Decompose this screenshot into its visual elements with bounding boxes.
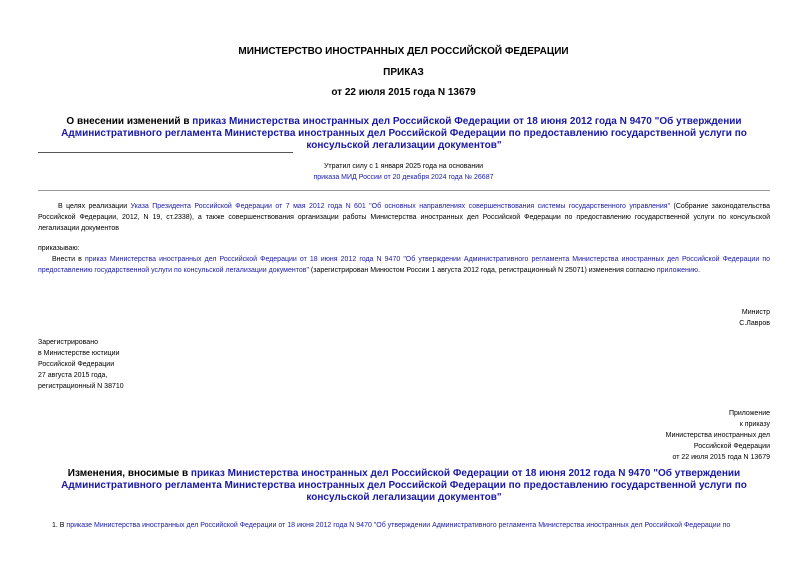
- intro-paragraph: [38, 201, 770, 234]
- order-text-3: .: [698, 267, 701, 274]
- order-text-1: Внести в: [52, 256, 85, 263]
- registration-line: Российской Федерации: [38, 361, 115, 368]
- doc-title-prefix: О внесении изменений в: [66, 116, 193, 127]
- appendix-line: к приказу: [739, 421, 770, 428]
- status-note-text: Утратил силу с 1 января 2025 года на основании: [323, 163, 484, 170]
- amended-order-link[interactable]: приказ Министерства иностранных дел Российской Федерации от 18 июня 2012 года N 9470 "Об утверждении Административного регламента Министерства иностранных дел Российской Федерации по предоставлению государственной услуги по консульской легализации документов": [61, 116, 747, 151]
- order-amended-link[interactable]: приказ Министерства иностранных дел Российской Федерации от 18 июня 2012 года N 9470 "Об утверждении Административного регламента Министерства иностранных дел Российской Федерации по предоставлению государственной услуги по консульской легализации документов": [38, 256, 770, 274]
- signature-name: С.Лавров: [739, 320, 770, 327]
- changes-order-link[interactable]: приказ Министерства иностранных дел Российской Федерации от 18 июня 2012 года N 9470 "Об утверждении Административного регламента Министерства иностранных дел Российской Федерации по предоставлению государственной услуги по консульской легализации документов": [61, 468, 747, 503]
- appendix-line: Министерства иностранных дел: [665, 432, 770, 439]
- registration-block: [38, 337, 288, 392]
- item-1: [38, 520, 770, 531]
- appendix-link[interactable]: приложению: [656, 267, 699, 274]
- separator-long: [38, 190, 770, 191]
- registration-line: регистрационный N 38710: [38, 383, 124, 390]
- appendix-line: Российской Федерации: [693, 443, 770, 450]
- intro-text-1: В целях реализации: [58, 203, 131, 210]
- separator-short: [38, 152, 293, 153]
- item-1-prefix: 1. В: [52, 522, 67, 529]
- repeal-order-link[interactable]: приказа МИД России от 20 декабря 2024 года № 26687: [313, 174, 494, 181]
- signature-position: Министр: [741, 309, 770, 316]
- changes-title: [40, 468, 768, 504]
- order-word: приказываю:: [38, 245, 80, 252]
- doc-title: [40, 116, 768, 152]
- doc-date-number: от 22 июля 2015 года N 13679: [331, 87, 476, 98]
- order-text-2: (зарегистрирован Минюстом России 1 августа 2012 года, регистрационный N 25071) изменения согласно: [308, 267, 657, 274]
- doc-type: ПРИКАЗ: [383, 67, 424, 78]
- presidential-decree-link[interactable]: Указа Президента Российской Федерации от 7 мая 2012 года N 601 "Об основных направлениях совершенствования системы государственного управления": [130, 203, 671, 210]
- changes-title-prefix: Изменения, вносимые в: [67, 468, 191, 479]
- registration-line: Зарегистрировано: [38, 339, 98, 346]
- item-1-link[interactable]: приказе Министерства иностранных дел Российской Федерации от 18 июня 2012 года N 9470 "Об утверждении Административного регламента Министерства иностранных дел Российской Федерации по: [66, 522, 731, 529]
- ministry-name: МИНИСТЕРСТВО ИНОСТРАННЫХ ДЕЛ РОССИЙСКОЙ ФЕДЕРАЦИИ: [238, 46, 569, 57]
- registration-line: 27 августа 2015 года,: [38, 372, 108, 379]
- registration-line: в Министерстве юстиции: [38, 350, 120, 357]
- status-note: [0, 161, 807, 183]
- intro-text-2: (Собрание законодательства Российской Федерации, 2012, N 19, ст.2338), а также совершенствования организации работы Министерства иностранных дел Российской Федерации по предоставлению государственной услуги по консульской легализации документов: [38, 203, 770, 232]
- appendix-block: [520, 408, 770, 463]
- order-paragraph: [38, 254, 770, 276]
- appendix-line: от 22 июля 2015 года N 13679: [672, 454, 770, 461]
- signature-block: [560, 307, 770, 329]
- appendix-line: Приложение: [728, 410, 770, 417]
